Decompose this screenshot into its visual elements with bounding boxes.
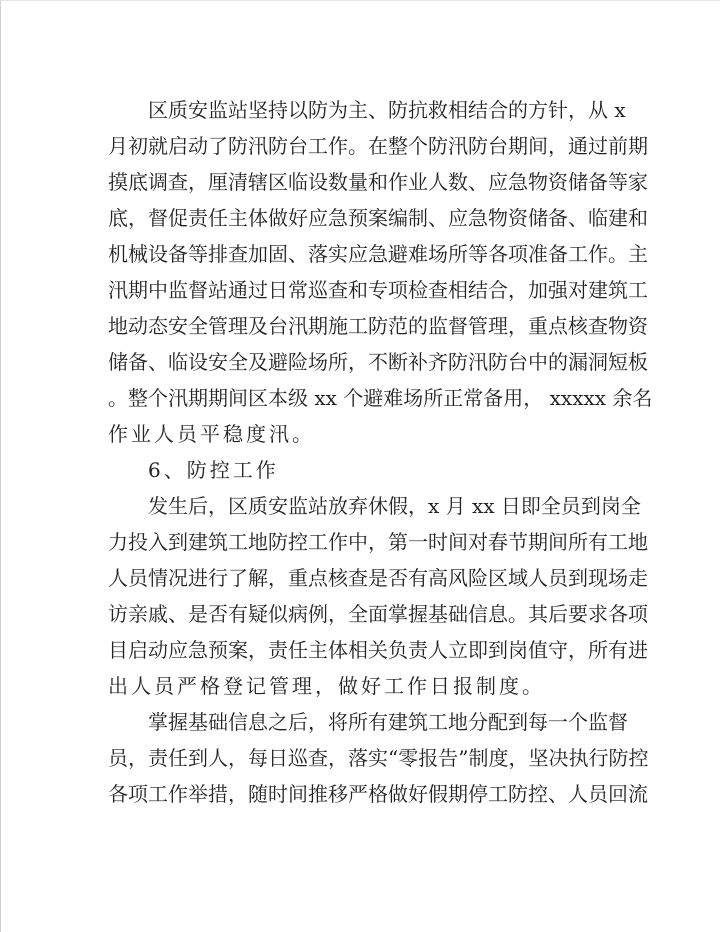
text-line: 区质安监站坚持以防为主、防抗救相结合的方针，从 x: [148, 98, 626, 122]
text-line: 出人员严格登记管理，做好工作日报制度。: [108, 674, 545, 698]
text-line: 底，督促责任主体做好应急预案编制、应急物资储备、临建和: [108, 206, 648, 230]
text-line: 月初就启动了防汛防台工作。在整个防汛防台期间，通过前期: [108, 134, 648, 158]
section-heading: 6、防控工作: [148, 458, 279, 482]
text-line: 。整个汛期期间区本级 xx 个避难场所正常备用， xxxxx 余名: [108, 386, 653, 410]
text-line: 目启动应急预案，责任主体相关负责人立即到岗值守，所有进: [108, 638, 648, 662]
text-line: 摸底调查，厘清辖区临设数量和作业人数、应急物资储备等家: [108, 170, 648, 194]
document-body: [108, 92, 653, 812]
text-line: 人员情况进行了解，重点核查是否有高风险区域人员到现场走: [108, 566, 648, 590]
text-line: 汛期中监督站通过日常巡查和专项检查相结合，加强对建筑工: [108, 278, 648, 302]
text-line: 掌握基础信息之后，将所有建筑工地分配到每一个监督: [148, 710, 628, 734]
text-line: 访亲戚、是否有疑似病例，全面掌握基础信息。其后要求各项: [108, 602, 648, 626]
text-line: 地动态安全管理及台汛期施工防范的监督管理，重点核查物资: [108, 314, 648, 338]
text-line: 各项工作举措，随时间推移严格做好假期停工防控、人员回流: [108, 782, 648, 806]
text-line: 力投入到建筑工地防控工作中，第一时间对春节期间所有工地: [108, 530, 648, 554]
paragraph-supervision: [108, 704, 649, 812]
text-line: 机械设备等排查加固、落实应急避难场所等各项准备工作。主: [108, 242, 648, 266]
text-line: 储备、临设安全及避险场所，不断补齐防汛防台中的漏洞短板: [108, 350, 648, 374]
paragraph-flood-prevention: [108, 92, 653, 452]
text-line: 发生后，区质安监站放弃休假，x 月 xx 日即全员到岗全: [148, 494, 641, 518]
text-line: 作业人员平稳度汛。: [108, 422, 315, 446]
text-line: 员，责任到人，每日巡查，落实“零报告”制度，坚决执行防控: [108, 746, 649, 770]
paragraph-epidemic-response: [108, 488, 648, 704]
